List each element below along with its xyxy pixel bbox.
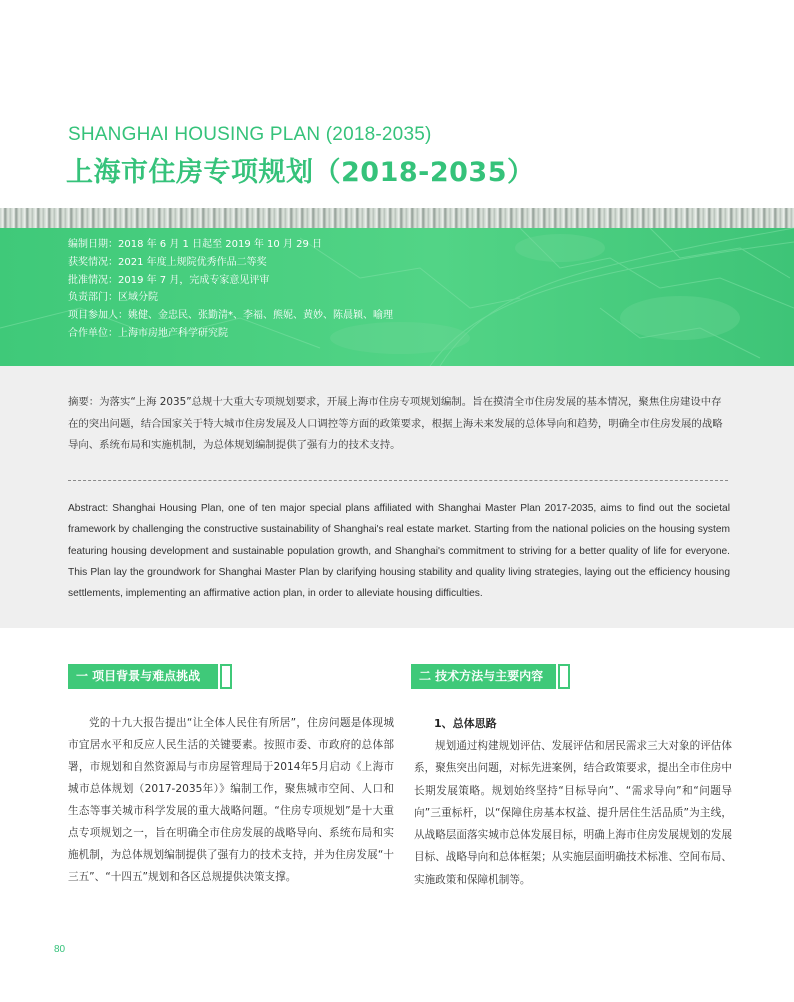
page-number: 80 bbox=[54, 944, 66, 955]
info-row: 项目参加人：姚健、金忠民、张勤清*、李福、熊妮、黄妙、陈晨颖、喻理 bbox=[68, 310, 393, 322]
section-2-subheading: 1、总体思路 bbox=[434, 717, 497, 730]
abstract-divider bbox=[68, 480, 728, 481]
abstract-english: Abstract: Shanghai Housing Plan, one of ten major special plans affiliated with Shanghai Master Plan 2017-2035, aims to find out the societal framework by challenging the constructive sustainability of Shanghai's real estate market. Starting from the national policies on the housing system featuring housing development and sustainable population growth, and Shanghai's commitment to striving for a better quality of life for everyone. This Plan lay the groundwork for Shanghai Master Plan by clarifying housing stability and quality living strategies, laying out the efficiency housing settlements, implementing an affirmative action plan, in order to alleviate housing difficulties. bbox=[68, 503, 730, 600]
section-1-heading bbox=[68, 664, 218, 689]
info-row: 合作单位：上海市房地产科学研究院 bbox=[68, 327, 228, 339]
info-banner bbox=[0, 208, 794, 366]
section-1-heading-tab bbox=[220, 664, 232, 689]
title-chinese: 上海市住房专项规划（2018-2035） bbox=[66, 157, 535, 188]
section-2-heading-tab bbox=[558, 664, 570, 689]
project-info bbox=[68, 236, 393, 343]
abstract-panel bbox=[0, 366, 794, 628]
title-english: SHANGHAI HOUSING PLAN (2018-2035) bbox=[68, 124, 432, 145]
section-2-body: 规划通过构建规划评估、发展评估和居民需求三大对象的评估体系，聚焦突出问题，对标先进案例，结合政策要求，提出全市住房中长期发展策略。规划始终坚持“目标导向”、“需求导向”和“问题导向”三重标杆，以“保障住房基本权益、提升居住生活品质”为主线，从战略层面落实城市总体发展目标，明确上海市住房发展规划的发展目标、战略导向和总体框架；从实施层面明确技术标准、空间布局、实施政策和保障机制等。 bbox=[414, 740, 732, 886]
info-row: 获奖情况：2021 年度上规院优秀作品二等奖 bbox=[68, 256, 267, 268]
section-1-heading-text: 一 项目背景与难点挑战 bbox=[76, 669, 201, 683]
abstract-chinese: 摘要：为落实“上海 2035”总规十大重大专项规划要求，开展上海市住房专项规划编制。旨在摸清全市住房发展的基本情况，聚焦住房建设中存在的突出问题，结合国家关于特大城市住房发展及人口调控等方面的政策要求，根据上海未来发展的总体导向和趋势，明确全市住房发展的战略导向、系统布局和实施机制，为总体规划编制提供了强有力的技术支持。 bbox=[68, 396, 723, 451]
section-1-body: 党的十九大报告提出“让全体人民住有所居”，住房问题是体现城市宜居水平和反应人民生活的关键要素。按照市委、市政府的总体部署，市规划和自然资源局与市房屋管理局于2014年5月启动《上海市城市总体规划（2017-2035年）》编制工作，聚焦城市空间、人口和生态等事关城市科学发展的重大战略问题。“住房专项规划”是十大重点专项规划之一，旨在明确全市住房发展的战略导向、系统布局和实施机制，为总体规划编制提供了强有力的技术支持，并为住房发展“十三五”、“十四五”规划和各区总规提供决策支撑。 bbox=[68, 717, 394, 883]
info-row: 批准情况：2019 年 7 月，完成专家意见评审 bbox=[68, 274, 270, 286]
info-row: 编制日期：2018 年 6 月 1 日起至 2019 年 10 月 29 日 bbox=[68, 239, 323, 250]
section-2-heading bbox=[411, 664, 556, 689]
info-row: 负责部门：区域分院 bbox=[68, 292, 158, 304]
section-2-heading-text: 二 技术方法与主要内容 bbox=[419, 669, 544, 683]
